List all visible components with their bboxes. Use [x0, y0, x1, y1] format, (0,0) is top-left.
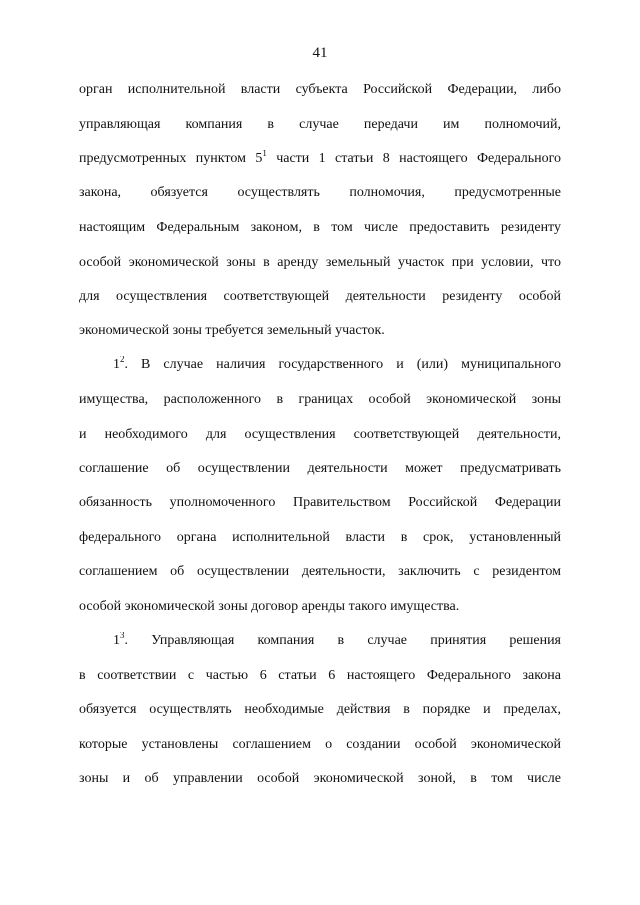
text-segment: части 1 статьи 8 настоящего Федерального	[266, 151, 561, 166]
text-line: соглашение об осуществлении деятельности может предусматривать	[79, 461, 561, 476]
text-line: которые установлены соглашением о создании особой экономической	[79, 737, 561, 752]
text-line: закона, обязуется осуществлять полномочия, предусмотренные	[79, 185, 561, 200]
page-number: 41	[312, 45, 328, 61]
text-segment: . В случае наличия государственного и (или) муниципального	[124, 357, 561, 372]
text-line: обязанность уполномоченного Правительством Российской Федерации	[79, 495, 561, 510]
text-line: особой экономической зоны договор аренды такого имущества.	[79, 599, 460, 614]
superscript: 3	[120, 632, 125, 640]
text-line: экономической зоны требуется земельный участок.	[79, 323, 385, 338]
text-line: федерального органа исполнительной власти в срок, установленный	[79, 530, 561, 545]
superscript: 2	[120, 356, 125, 364]
text-line	[79, 150, 561, 168]
paragraph-number: 1	[113, 357, 120, 372]
paragraph-first-line	[113, 356, 561, 374]
text-line: особой экономической зоны в аренду земельный участок при условии, что	[79, 255, 561, 270]
text-line: обязуется осуществлять необходимые действия в порядке и пределах,	[79, 702, 561, 717]
text-line: соглашением об осуществлении деятельности, заключить с резидентом	[79, 564, 561, 579]
text-line: орган исполнительной власти субъекта Российской Федерации, либо	[79, 82, 561, 97]
paragraph-number: 1	[113, 633, 120, 648]
text-line: управляющая компания в случае передачи им полномочий,	[79, 117, 561, 132]
paragraph-first-line	[113, 632, 561, 650]
text-line: настоящим Федеральным законом, в том числе предоставить резиденту	[79, 220, 561, 235]
superscript: 1	[262, 150, 267, 158]
text-segment: предусмотренных пунктом 5	[79, 151, 263, 166]
text-segment: . Управляющая компания в случае принятия решения	[124, 633, 561, 648]
text-line: и необходимого для осуществления соответствующей деятельности,	[79, 427, 561, 442]
text-line: в соответствии с частью 6 статьи 6 настоящего Федерального закона	[79, 668, 561, 683]
text-line: для осуществления соответствующей деятельности резиденту особой	[79, 289, 561, 304]
text-line: имущества, расположенного в границах особой экономической зоны	[79, 392, 561, 407]
text-line: зоны и об управлении особой экономической зоной, в том числе	[79, 771, 561, 786]
